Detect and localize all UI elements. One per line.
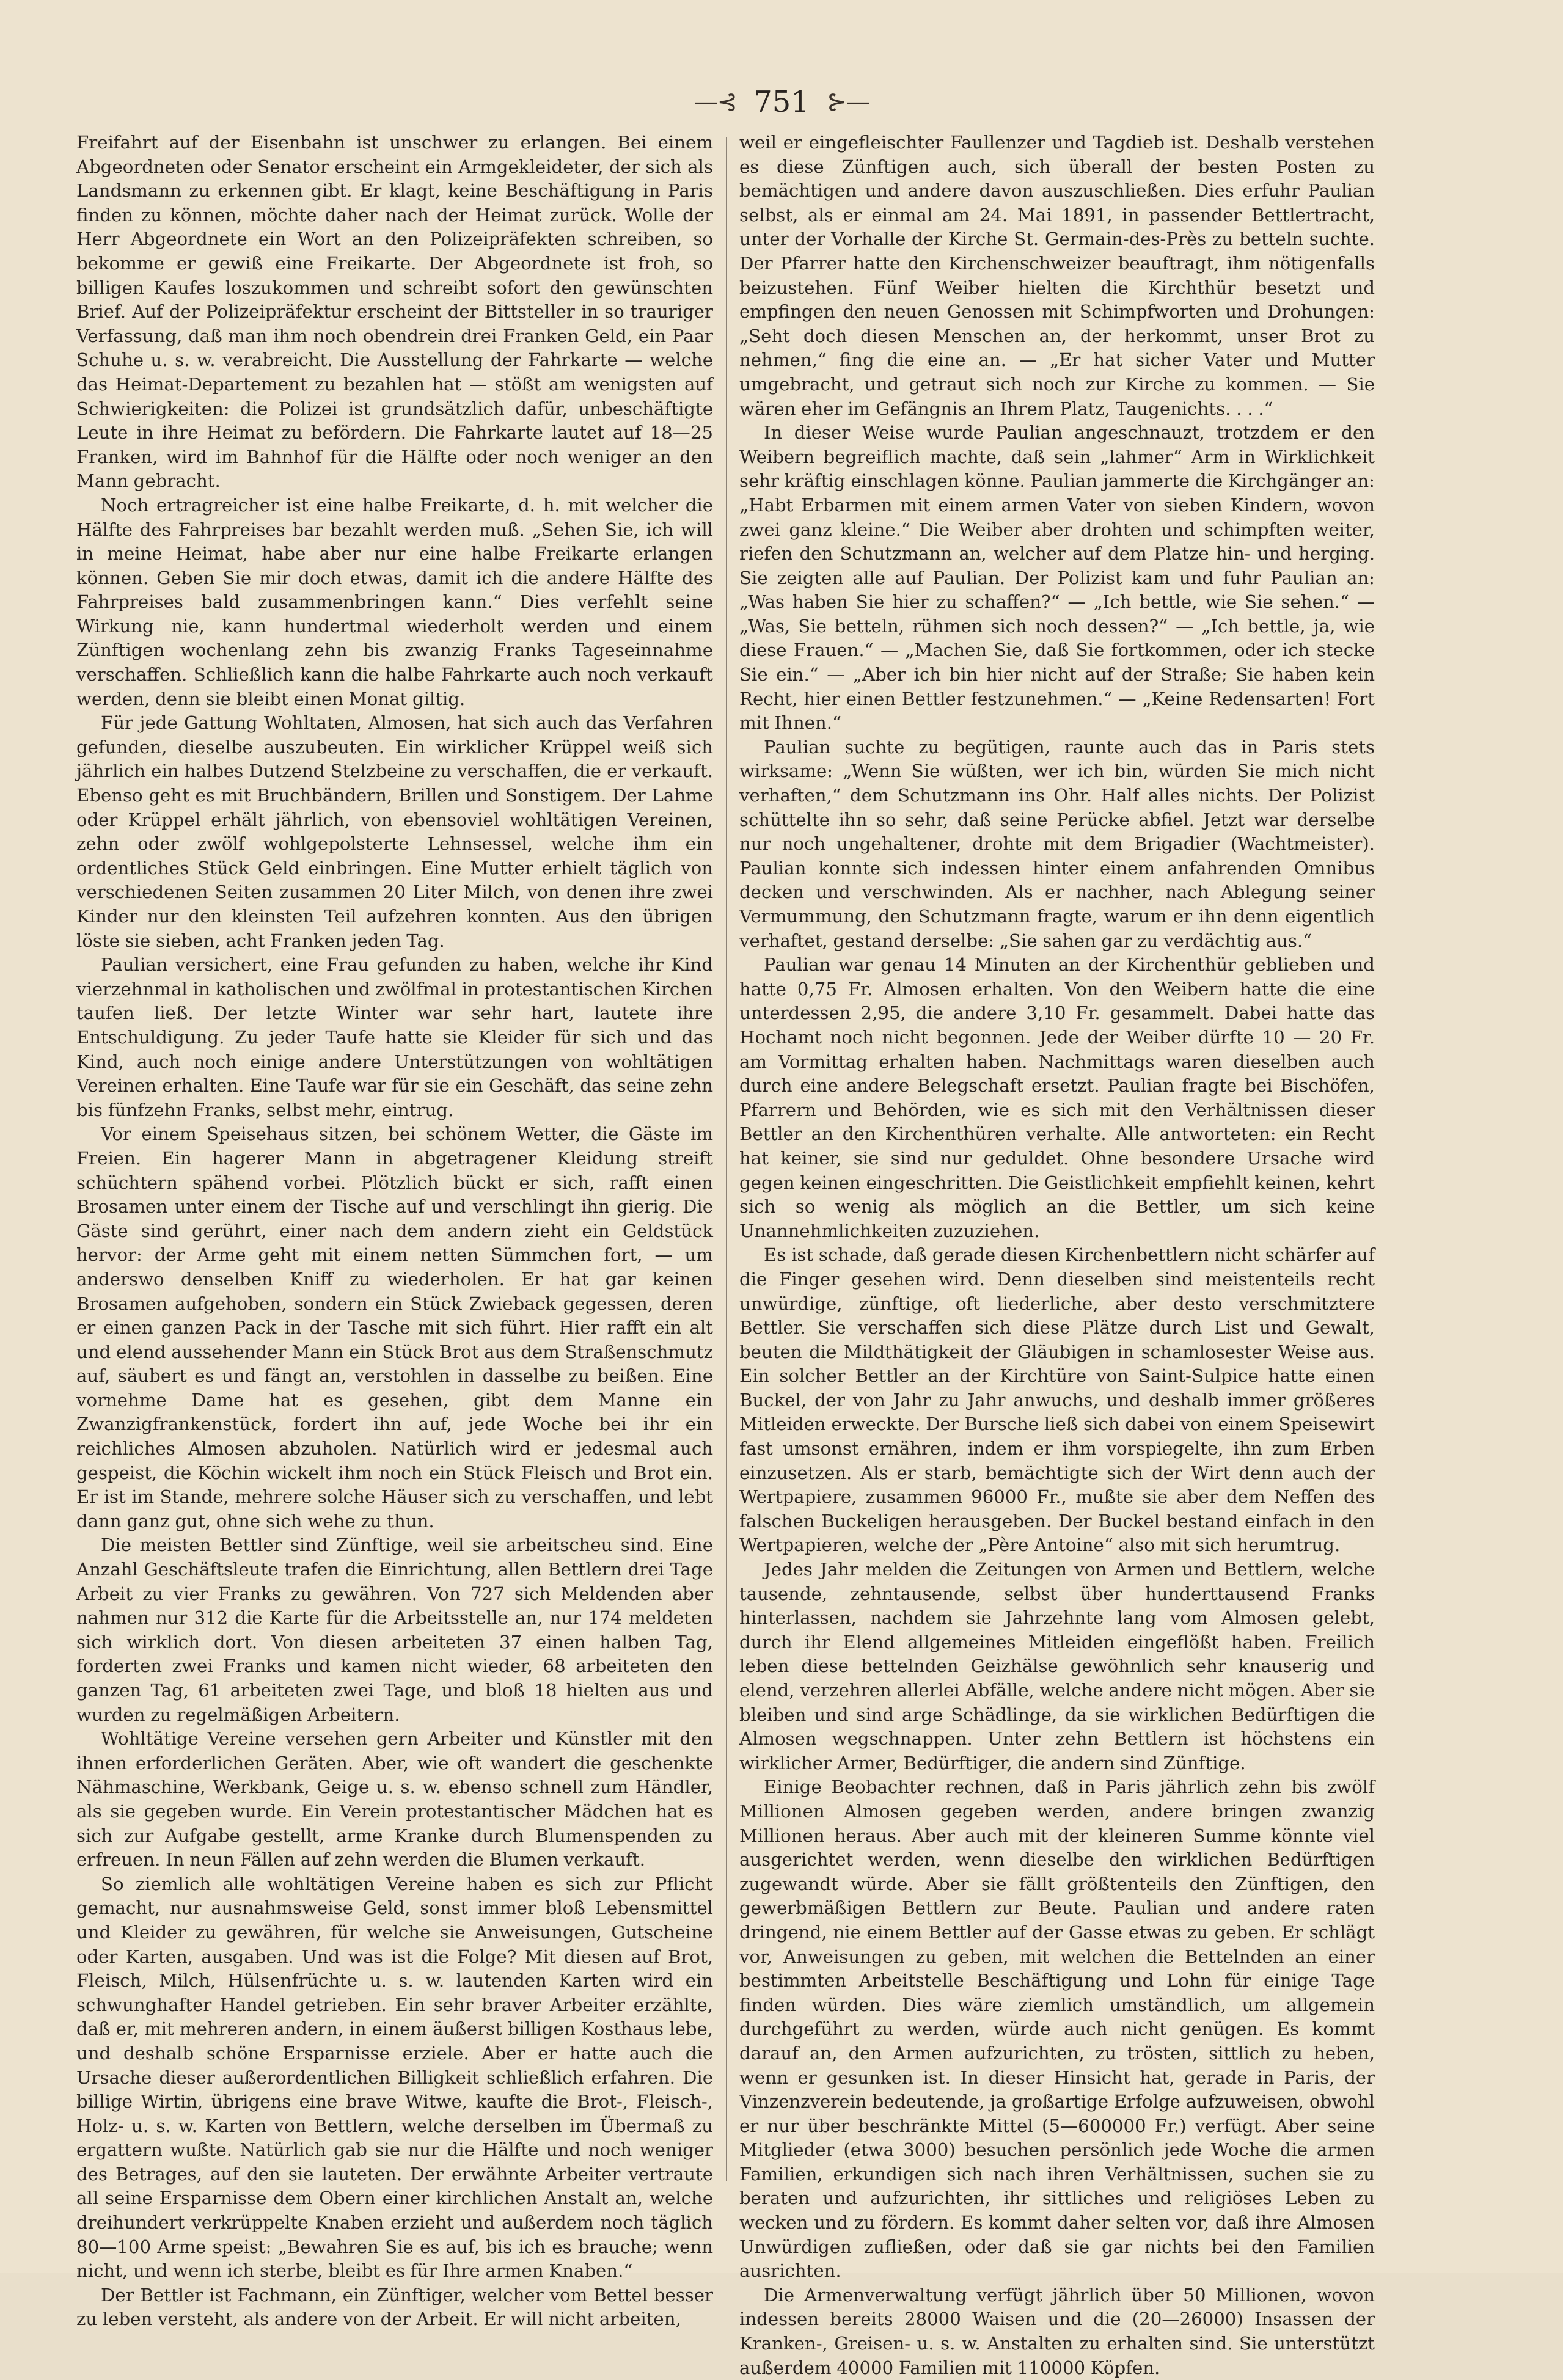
- page-number: 751: [753, 85, 810, 119]
- paragraph: Freifahrt auf der Eisenbahn ist unschwer zu erlangen. Bei einem Abgeordneten oder Senator erscheint ein Armgekleideter, der sich als Landsmann zu erkennen gibt. Er klagt, keine Beschäftigung in Paris finden zu können, möchte daher nach der Heimat zurück. Wolle der Herr Abgeordnete ein Wort an den Polizeipräfekten schreiben, so bekomme er gewiß eine Freikarte. Der Abgeordnete ist froh, so billigen Kaufes loszukommen und schreibt sofort den gewünschten Brief. Auf der Polizeipräfektur erscheint der Bittsteller in so trauriger Verfassung, daß man ihm noch obendrein drei Franken Geld, ein Paar Schuhe u. s. w. verabreicht. Die Ausstellung der Fahrkarte — welche das Heimat-Departement zu bezahlen hat — stößt am wenigsten auf Schwierigkeiten: die Polizei ist grundsätzlich dafür, unbeschäftigte Leute in ihre Heimat zu befördern. Die Fahrkarte lautet auf 18—25 Franken, wird im Bahnhof für die Hälfte oder noch weniger an den Mann gebracht.: [76, 132, 713, 492]
- paragraph: In dieser Weise wurde Paulian angeschnauzt, trotzdem er den Weibern begreiflich machte, daß sein „lahmer“ Arm in Wirklichkeit sehr kräftig einschlagen könne. Paulian jammerte die Kirchgänger an: „Habt Erbarmen mit einem armen Vater von sieben Kindern, wovon zwei ganz kleine.“ Die Weiber aber drohten und schimpften weiter, riefen den Schutzmann an, welcher auf dem Platze hin- und herging. Sie zeigten alle auf Paulian. Der Polizist kam und fuhr Paulian an: „Was haben Sie hier zu schaffen?“ — „Ich bettle, wie Sie sehen.“ — „Was, Sie betteln, rühmen sich noch dessen?“ — „Ich bettle, ja, wie diese Frauen.“ — „Machen Sie, daß Sie fortkommen, oder ich stecke Sie ein.“ — „Aber ich bin hier nicht auf der Straße; Sie haben kein Recht, hier einen Bettler festzunehmen.“ — „Keine Redensarten! Fort mit Ihnen.“: [739, 422, 1375, 734]
- left-column: [76, 131, 713, 2330]
- paragraph: Es ist schade, daß gerade diesen Kirchenbettlern nicht schärfer auf die Finger gesehen wird. Denn dieselben sind meistenteils recht unwürdige, zünftige, oft liederliche, aber desto verschmitztere Bettler. Sie verschaffen sich diese Plätze durch List und Gewalt, beuten die Mildthätigkeit der Gläubigen in schamlosester Weise aus. Ein solcher Bettler an der Kirchtüre von Saint-Sulpice hatte einen Buckel, der von Jahr zu Jahr anwuchs, und deshalb immer größeres Mitleiden erweckte. Der Bursche ließ sich dabei von einem Speisewirt fast umsonst ernähren, indem er ihm vorspiegelte, ihn zum Erben einzusetzen. Als er starb, bemächtigte sich der Wirt denn auch der Wertpapiere, zusammen 96000 Fr., mußte sie aber dem Neffen des falschen Buckeligen herausgeben. Der Buckel bestand einfach in den Wertpapieren, welche der „Père Antoine“ also mit sich herumtrug.: [739, 1244, 1375, 1556]
- paragraph: Wohltätige Vereine versehen gern Arbeiter und Künstler mit den ihnen erforderlichen Geräten. Aber, wie oft wandert die geschenkte Nähmaschine, Werkbank, Geige u. s. w. ebenso schnell zum Händler, als sie gegeben wurde. Ein Verein protestantischer Mädchen hat es sich zur Aufgabe gestellt, arme Kranke durch Blumenspenden zu erfreuen. In neun Fällen auf zehn werden die Blumen verkauft.: [76, 1728, 713, 1871]
- paragraph: So ziemlich alle wohltätigen Vereine haben es sich zur Pflicht gemacht, nur ausnahmsweise Geld, sonst immer bloß Lebensmittel und Kleider zu gewähren, für welche sie Anweisungen, Gutscheine oder Karten, ausgaben. Und was ist die Folge? Mit diesen auf Brot, Fleisch, Milch, Hülsenfrüchte u. s. w. lautenden Karten wird ein schwunghafter Handel getrieben. Ein sehr braver Arbeiter erzählte, daß er, mit mehreren andern, in einem äußerst billigen Kosthaus lebe, und deshalb schöne Ersparnisse erziele. Aber er hatte auch die Ursache dieser außerordentlichen Billigkeit schließlich erfahren. Die billige Wirtin, übrigens eine brave Witwe, kaufte die Brot-, Fleisch-, Holz- u. s. w. Karten von Bettlern, welche derselben im Übermaß zu ergattern wußte. Natürlich gab sie nur die Hälfte und noch weniger des Betrages, auf den sie lauteten. Der erwähnte Arbeiter vertraute all seine Ersparnisse dem Obern einer kirchlichen Anstalt an, welche dreihundert verkrüppelte Knaben erzieht und außerdem noch täglich 80—100 Arme speist: „Bewahren Sie es auf, bis ich es brauche; wenn nicht, und wenn ich sterbe, bleibt es für Ihre armen Knaben.“: [76, 1873, 713, 2282]
- paragraph: Die meisten Bettler sind Zünftige, weil sie arbeitscheu sind. Eine Anzahl Geschäftsleute trafen die Einrichtung, allen Bettlern drei Tage Arbeit zu vier Franks zu gewähren. Von 727 sich Meldenden aber nahmen nur 312 die Karte für die Arbeitsstelle an, nur 174 meldeten sich wirklich dort. Von diesen arbeiteten 37 einen halben Tag, forderten zwei Franks und kamen nicht wieder, 68 arbeiteten den ganzen Tag, 61 arbeiteten zwei Tage, und bloß 18 hielten aus und wurden zu regelmäßigen Arbeitern.: [76, 1535, 713, 1725]
- ornament-left: —⊰: [694, 88, 737, 116]
- column-divider: [726, 137, 727, 2181]
- ornament-right: ⊱—: [826, 88, 869, 116]
- right-column: [739, 131, 1375, 2378]
- page-header: [0, 81, 1563, 123]
- paragraph: Der Bettler ist Fachmann, ein Zünftiger, welcher vom Bettel besser zu leben versteht, als andere von der Arbeit. Er will nicht arbeiten,: [76, 2284, 713, 2330]
- paragraph: Für jede Gattung Wohltaten, Almosen, hat sich auch das Verfahren gefunden, dieselbe auszubeuten. Ein wirklicher Krüppel weiß sich jährlich ein halbes Dutzend Stelzbeine zu verschaffen, die er verkauft. Ebenso geht es mit Bruchbändern, Brillen und Sonstigem. Der Lahme oder Krüppel erhält jährlich, von ebensoviel wohltätigen Vereinen, zehn oder zwölf wohlgepolsterte Lehnsessel, welche ihm ein ordentliches Stück Geld einbringen. Eine Mutter erhielt täglich von verschiedenen Seiten zusammen 20 Liter Milch, von denen ihre zwei Kinder nur den kleinsten Teil aufzehren konnten. Aus den übrigen löste sie sieben, acht Franken jeden Tag.: [76, 712, 713, 951]
- paragraph: Noch ertragreicher ist eine halbe Freikarte, d. h. mit welcher die Hälfte des Fahrpreises bar bezahlt werden muß. „Sehen Sie, ich will in meine Heimat, habe aber nur eine halbe Freikarte erlangen können. Geben Sie mir doch etwas, damit ich die andere Hälfte des Fahrpreises bald zusammenbringen kann.“ Dies verfehlt seine Wirkung nie, kann hundertmal wiederholt werden und einem Zünftigen wochenlang zehn bis zwanzig Franks Tageseinnahme verschaffen. Schließlich kann die halbe Fahrkarte auch noch verkauft werden, denn sie bleibt einen Monat giltig.: [76, 494, 713, 709]
- paragraph: Paulian war genau 14 Minuten an der Kirchenthür geblieben und hatte 0,75 Fr. Almosen erhalten. Von den Weibern hatte die eine unterdessen 2,95, die andere 3,10 Fr. gesammelt. Dabei hatte das Hochamt noch nicht begonnen. Jede der Weiber dürfte 10 — 20 Fr. am Vormittag erhalten haben. Nachmittags waren dieselben auch durch eine andere Belegschaft ersetzt. Paulian fragte bei Bischöfen, Pfarrern und Behörden, wie es sich mit den Verhältnissen dieser Bettler an den Kirchenthüren verhalte. Alle antworteten: ein Recht hat keiner, sie sind nur geduldet. Ohne besondere Ursache wird gegen keinen eingeschritten. Die Geistlichkeit empfiehlt keinen, kehrt sich so wenig als möglich an die Bettler, um sich keine Unannehmlichkeiten zuzuziehen.: [739, 954, 1375, 1241]
- paragraph: Paulian suchte zu begütigen, raunte auch das in Paris stets wirksame: „Wenn Sie wüßten, wer ich bin, würden Sie mich nicht verhaften,“ dem Schutzmann ins Ohr. Half alles nichts. Der Polizist schüttelte ihn so sehr, daß seine Perücke abfiel. Jetzt war derselbe nur noch ungehaltener, drohte mit dem Brigadier (Wachtmeister). Paulian konnte sich indessen hinter einem anfahrenden Omnibus decken und verschwinden. Als er nachher, nach Ablegung seiner Vermummung, den Schutzmann fragte, warum er ihn denn eigentlich verhaftet, gestand derselbe: „Sie sahen gar zu verdächtig aus.“: [739, 736, 1375, 951]
- paragraph: Vor einem Speisehaus sitzen, bei schönem Wetter, die Gäste im Freien. Ein hagerer Mann in abgetragener Kleidung streift schüchtern spähend vorbei. Plötzlich bückt er sich, rafft einen Brosamen unter einem der Tische auf und verschlingt ihn gierig. Die Gäste sind gerührt, einer nach dem andern zieht ein Geldstück hervor: der Arme geht mit einem netten Sümmchen fort, — um anderswo denselben Kniff zu wiederholen. Er hat gar keinen Brosamen aufgehoben, sondern ein Stück Zwieback gegessen, deren er einen ganzen Pack in der Tasche mit sich führt. Hier rafft ein alt und elend aussehender Mann ein Stück Brot aus dem Straßenschmutz auf, säubert es und fängt an, verstohlen in dasselbe zu beißen. Eine vornehme Dame hat es gesehen, gibt dem Manne ein Zwanzigfrankenstück, fordert ihn auf, jede Woche bei ihr ein reichliches Almosen abzuholen. Natürlich wird er jedesmal auch gespeist, die Köchin wickelt ihm noch ein Stück Fleisch und Brot ein. Er ist im Stande, mehrere solche Häuser sich zu verschaffen, und lebt dann ganz gut, ohne sich wehe zu thun.: [76, 1123, 713, 1531]
- paragraph: Einige Beobachter rechnen, daß in Paris jährlich zehn bis zwölf Millionen Almosen gegeben werden, andere bringen zwanzig Millionen heraus. Aber auch mit der kleineren Summe könnte viel ausgerichtet werden, wenn dieselbe den wirklichen Bedürftigen zugewandt würde. Aber sie fällt größtenteils den Zünftigen, den gewerbmäßigen Bettlern zur Beute. Paulian und andere raten dringend, nie einem Bettler auf der Gasse etwas zu geben. Er schlägt vor, Anweisungen zu geben, mit welchen die Bettelnden an einer bestimmten Arbeitstelle Beschäftigung und Lohn für einige Tage finden würden. Dies wäre ziemlich umständlich, um allgemein durchgeführt zu werden, würde auch nicht genügen. Es kommt darauf an, den Armen aufzurichten, zu trösten, sittlich zu heben, wenn er gesunken ist. In dieser Hinsicht hat, gerade in Paris, der Vinzenzverein bedeutende, ja großartige Erfolge aufzuweisen, obwohl er nur über beschränkte Mittel (5—600000 Fr.) verfügt. Aber seine Mitglieder (etwa 3000) besuchen persönlich jede Woche die armen Familien, erkundigen sich nach ihren Verhältnissen, suchen sie zu beraten und aufzurichten, ihr sittliches und religiöses Leben zu wecken und zu fördern. Es kommt daher selten vor, daß ihre Almosen Unwürdigen zufließen, oder daß sie gar nichts bei den Familien ausrichten.: [739, 1776, 1375, 2282]
- paragraph: weil er eingefleischter Faullenzer und Tagdieb ist. Deshalb verstehen es diese Zünftigen auch, sich überall der besten Posten zu bemächtigen und andere davon auszuschließen. Dies erfuhr Paulian selbst, als er einmal am 24. Mai 1891, in passender Bettlertracht, unter der Vorhalle der Kirche St. Germain-des-Près zu betteln suchte. Der Pfarrer hatte den Kirchenschweizer beauftragt, ihm nötigenfalls beizustehen. Fünf Weiber hielten die Kirchthür besetzt und empfingen den neuen Genossen mit Schimpfworten und Drohungen: „Seht doch diesen Menschen an, der herkommt, unser Brot zu nehmen,“ fing die eine an. — „Er hat sicher Vater und Mutter umgebracht, und getraut sich noch zur Kirche zu kommen. — Sie wären eher im Gefängnis an Ihrem Platz, Taugenichts. . . .“: [739, 132, 1375, 419]
- paragraph: Jedes Jahr melden die Zeitungen von Armen und Bettlern, welche tausende, zehntausende, selbst über hunderttausend Franks hinterlassen, nachdem sie Jahrzehnte lang vom Almosen gelebt, durch ihr Elend allgemeines Mitleiden eingeflößt haben. Freilich leben diese bettelnden Geizhälse gewöhnlich sehr knauserig und elend, verzehren allerlei Abfälle, welche andere nicht mögen. Aber sie bleiben und sind arge Schädlinge, da sie wirklichen Bedürftigen die Almosen wegschnappen. Unter zehn Bettlern ist höchstens ein wirklicher Armer, Bedürftiger, die andern sind Zünftige.: [739, 1559, 1375, 1773]
- paragraph: Paulian versichert, eine Frau gefunden zu haben, welche ihr Kind vierzehnmal in katholischen und zwölfmal in protestantischen Kirchen taufen ließ. Der letzte Winter war sehr hart, lautete ihre Entschuldigung. Zu jeder Taufe hatte sie Kleider für sich und das Kind, auch noch einige andere Unterstützungen von wohltätigen Vereinen erhalten. Eine Taufe war für sie ein Geschäft, das seine zehn bis fünfzehn Franks, selbst mehr, eintrug.: [76, 954, 713, 1120]
- paragraph: Die Armenverwaltung verfügt jährlich über 50 Millionen, wovon indessen bereits 28000 Waisen und die (20—26000) Insassen der Kranken-, Greisen- u. s. w. Anstalten zu erhalten sind. Sie unterstützt außerdem 40000 Familien mit 110000 Köpfen.: [739, 2284, 1375, 2378]
